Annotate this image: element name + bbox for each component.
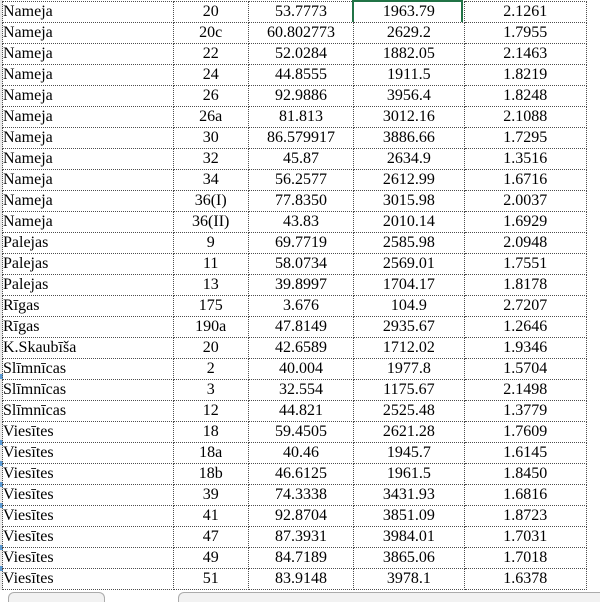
table-cell[interactable]: 12 — [173, 401, 248, 422]
table-cell[interactable]: 1.7295 — [464, 128, 586, 149]
table-cell[interactable]: 18a — [173, 443, 248, 464]
table-cell[interactable]: 1.6716 — [464, 170, 586, 191]
table-cell[interactable]: 2.1261 — [464, 2, 586, 23]
table-cell[interactable]: 3015.98 — [354, 191, 464, 212]
table-row — [3, 422, 587, 443]
table-cell[interactable]: Viesītes — [3, 548, 174, 569]
table-row — [3, 65, 587, 86]
table-cell[interactable]: 1.8178 — [464, 275, 586, 296]
table-row — [3, 548, 587, 569]
table-cell[interactable]: 42.6589 — [248, 338, 353, 359]
table-cell[interactable]: 1.7609 — [464, 422, 586, 443]
table-row — [3, 149, 587, 170]
table-row — [3, 296, 587, 317]
table-cell[interactable]: 20c — [173, 23, 248, 44]
table-cell[interactable]: 3865.06 — [354, 548, 464, 569]
table-row — [3, 380, 587, 401]
table-cell[interactable]: 2.1088 — [464, 107, 586, 128]
table-row — [3, 86, 587, 107]
table-cell[interactable]: 46.6125 — [248, 464, 353, 485]
table-cell[interactable]: 3 — [173, 380, 248, 401]
table-cell[interactable]: 30 — [173, 128, 248, 149]
table-cell[interactable]: Viesītes — [3, 485, 174, 506]
table-row — [3, 191, 587, 212]
table-cell[interactable]: 2621.28 — [354, 422, 464, 443]
table-cell[interactable]: 58.0734 — [248, 254, 353, 275]
table-cell[interactable]: 1.7018 — [464, 548, 586, 569]
table-cell[interactable]: 1.3779 — [464, 401, 586, 422]
table-cell[interactable]: 43.83 — [248, 212, 353, 233]
table-cell[interactable]: Palejas — [3, 254, 174, 275]
table-cell[interactable]: 1945.7 — [354, 443, 464, 464]
table-row — [3, 2, 587, 23]
table-cell[interactable]: 1704.17 — [354, 275, 464, 296]
table-cell[interactable]: 40.004 — [248, 359, 353, 380]
table-row — [3, 170, 587, 191]
table-cell[interactable]: 36(II) — [173, 212, 248, 233]
table-row — [3, 44, 587, 65]
table-cell[interactable]: 1.2646 — [464, 317, 586, 338]
table-cell[interactable]: Viesītes — [3, 569, 174, 590]
table-cell[interactable]: 9 — [173, 233, 248, 254]
table-cell[interactable]: 1.7955 — [464, 23, 586, 44]
table-cell[interactable]: Nameja — [3, 44, 174, 65]
table-cell[interactable]: 26 — [173, 86, 248, 107]
table-cell[interactable]: Nameja — [3, 65, 174, 86]
table-cell[interactable]: 47.8149 — [248, 317, 353, 338]
table-cell[interactable]: 69.7719 — [248, 233, 353, 254]
table-cell[interactable]: 13 — [173, 275, 248, 296]
table-cell[interactable]: Viesītes — [3, 527, 174, 548]
table-cell[interactable]: Nameja — [3, 170, 174, 191]
table-cell[interactable]: Palejas — [3, 233, 174, 254]
table-cell[interactable]: 84.7189 — [248, 548, 353, 569]
table-cell[interactable]: 2634.9 — [354, 149, 464, 170]
table-cell[interactable]: Nameja — [3, 23, 174, 44]
table-cell[interactable]: 104.9 — [354, 296, 464, 317]
table-cell[interactable]: 3956.4 — [354, 86, 464, 107]
table-cell[interactable]: 36(I) — [173, 191, 248, 212]
table-cell[interactable]: 2.1463 — [464, 44, 586, 65]
table-cell[interactable]: 92.9886 — [248, 86, 353, 107]
table-cell[interactable]: Slīmnīcas — [3, 380, 174, 401]
table-cell[interactable]: 1.8248 — [464, 86, 586, 107]
table-cell[interactable]: 1175.67 — [354, 380, 464, 401]
table-cell[interactable]: 1963.79 — [354, 2, 464, 23]
table-cell[interactable]: 39 — [173, 485, 248, 506]
table-cell[interactable]: 2629.2 — [354, 23, 464, 44]
table-cell[interactable]: 52.0284 — [248, 44, 353, 65]
bottom-tab[interactable] — [8, 592, 105, 602]
table-cell[interactable]: Nameja — [3, 86, 174, 107]
table-cell[interactable]: 77.8350 — [248, 191, 353, 212]
table-cell[interactable]: 11 — [173, 254, 248, 275]
table-cell[interactable]: 2525.48 — [354, 401, 464, 422]
table-cell[interactable]: 1712.02 — [354, 338, 464, 359]
table-cell[interactable]: Viesītes — [3, 464, 174, 485]
table-cell[interactable]: 1.5704 — [464, 359, 586, 380]
table-cell[interactable]: 44.8555 — [248, 65, 353, 86]
table-cell[interactable]: 74.3338 — [248, 485, 353, 506]
table-cell[interactable]: 1.9346 — [464, 338, 586, 359]
table-cell[interactable]: 2585.98 — [354, 233, 464, 254]
table-cell[interactable]: 1.8450 — [464, 464, 586, 485]
table-cell[interactable]: 60.802773 — [248, 23, 353, 44]
table-cell[interactable]: 83.9148 — [248, 569, 353, 590]
table-row — [3, 506, 587, 527]
table-cell[interactable]: 53.7773 — [248, 2, 353, 23]
table-cell[interactable]: 1.8723 — [464, 506, 586, 527]
table-cell[interactable]: Rīgas — [3, 317, 174, 338]
table-cell[interactable]: Nameja — [3, 2, 174, 23]
table-cell[interactable]: 3431.93 — [354, 485, 464, 506]
table-cell[interactable]: 40.46 — [248, 443, 353, 464]
table-cell[interactable]: Palejas — [3, 275, 174, 296]
table-row — [3, 401, 587, 422]
table-row — [3, 464, 587, 485]
table-cell[interactable]: 190a — [173, 317, 248, 338]
table-cell[interactable]: 2612.99 — [354, 170, 464, 191]
table-cell[interactable]: 3984.01 — [354, 527, 464, 548]
table-cell[interactable]: 32.554 — [248, 380, 353, 401]
bottom-window-band — [0, 590, 600, 598]
table-cell[interactable]: 2935.67 — [354, 317, 464, 338]
table-cell[interactable]: 20 — [173, 2, 248, 23]
table-cell[interactable]: 32 — [173, 149, 248, 170]
table-cell[interactable]: 1882.05 — [354, 44, 464, 65]
table-row — [3, 527, 587, 548]
table-row — [3, 107, 587, 128]
table-cell[interactable]: 3012.16 — [354, 107, 464, 128]
table-row — [3, 359, 587, 380]
table-cell[interactable]: 1.6378 — [464, 569, 586, 590]
table-cell[interactable]: 24 — [173, 65, 248, 86]
table-cell[interactable]: Rīgas — [3, 296, 174, 317]
table-cell[interactable]: 34 — [173, 170, 248, 191]
table-cell[interactable]: Viesītes — [3, 506, 174, 527]
table-cell[interactable]: 1911.5 — [354, 65, 464, 86]
table-cell[interactable]: 47 — [173, 527, 248, 548]
table-row — [3, 485, 587, 506]
table-row — [3, 275, 587, 296]
table-cell[interactable]: 22 — [173, 44, 248, 65]
table-cell[interactable]: 41 — [173, 506, 248, 527]
table-cell[interactable]: 1961.5 — [354, 464, 464, 485]
table-cell[interactable]: 1.6816 — [464, 485, 586, 506]
bottom-tab[interactable] — [178, 592, 600, 602]
table-cell[interactable]: 1.6145 — [464, 443, 586, 464]
table-cell[interactable]: K.Skaubīša — [3, 338, 174, 359]
table-cell[interactable]: 3851.09 — [354, 506, 464, 527]
table-cell[interactable]: 1.7551 — [464, 254, 586, 275]
table-row — [3, 443, 587, 464]
table-row — [3, 569, 587, 590]
table-cell[interactable]: Nameja — [3, 191, 174, 212]
table-row — [3, 338, 587, 359]
table-row — [3, 317, 587, 338]
table-cell[interactable]: 2.1498 — [464, 380, 586, 401]
table-cell[interactable]: 175 — [173, 296, 248, 317]
table-cell[interactable]: 3.676 — [248, 296, 353, 317]
table-cell[interactable]: 45.87 — [248, 149, 353, 170]
table-cell[interactable]: 3886.66 — [354, 128, 464, 149]
table-cell[interactable]: Nameja — [3, 128, 174, 149]
table-cell[interactable]: Nameja — [3, 107, 174, 128]
table-row — [3, 128, 587, 149]
table-cell[interactable]: 3978.1 — [354, 569, 464, 590]
table-cell[interactable]: 59.4505 — [248, 422, 353, 443]
table-cell[interactable]: 2.0948 — [464, 233, 586, 254]
table-cell[interactable]: 51 — [173, 569, 248, 590]
table-cell[interactable]: 20 — [173, 338, 248, 359]
table-cell[interactable]: 18 — [173, 422, 248, 443]
table-cell[interactable]: Nameja — [3, 212, 174, 233]
table-cell[interactable]: 2.0037 — [464, 191, 586, 212]
table-body — [3, 2, 587, 590]
table-cell[interactable]: Viesītes — [3, 443, 174, 464]
table-cell[interactable]: 1.3516 — [464, 149, 586, 170]
table-cell[interactable]: 87.3931 — [248, 527, 353, 548]
table-cell[interactable]: Slīmnīcas — [3, 359, 174, 380]
table-row — [3, 23, 587, 44]
table-cell[interactable]: Viesītes — [3, 422, 174, 443]
table-cell[interactable]: 92.8704 — [248, 506, 353, 527]
table-cell[interactable]: 2.7207 — [464, 296, 586, 317]
table-cell[interactable]: 2569.01 — [354, 254, 464, 275]
table-cell[interactable]: 18b — [173, 464, 248, 485]
table-cell[interactable]: 26a — [173, 107, 248, 128]
data-table — [2, 1, 587, 590]
table-cell[interactable]: Nameja — [3, 149, 174, 170]
table-cell[interactable]: 44.821 — [248, 401, 353, 422]
table-row — [3, 233, 587, 254]
table-row — [3, 212, 587, 233]
table-cell[interactable]: Slīmnīcas — [3, 401, 174, 422]
table-row — [3, 254, 587, 275]
table-cell[interactable]: 1.7031 — [464, 527, 586, 548]
table-cell[interactable]: 2 — [173, 359, 248, 380]
table-cell[interactable]: 56.2577 — [248, 170, 353, 191]
table-cell[interactable]: 2010.14 — [354, 212, 464, 233]
table-cell[interactable]: 49 — [173, 548, 248, 569]
table-cell[interactable]: 39.8997 — [248, 275, 353, 296]
table-cell[interactable]: 1.6929 — [464, 212, 586, 233]
table-cell[interactable]: 1977.8 — [354, 359, 464, 380]
table-cell[interactable]: 1.8219 — [464, 65, 586, 86]
table-cell[interactable]: 81.813 — [248, 107, 353, 128]
table-cell[interactable]: 86.579917 — [248, 128, 353, 149]
